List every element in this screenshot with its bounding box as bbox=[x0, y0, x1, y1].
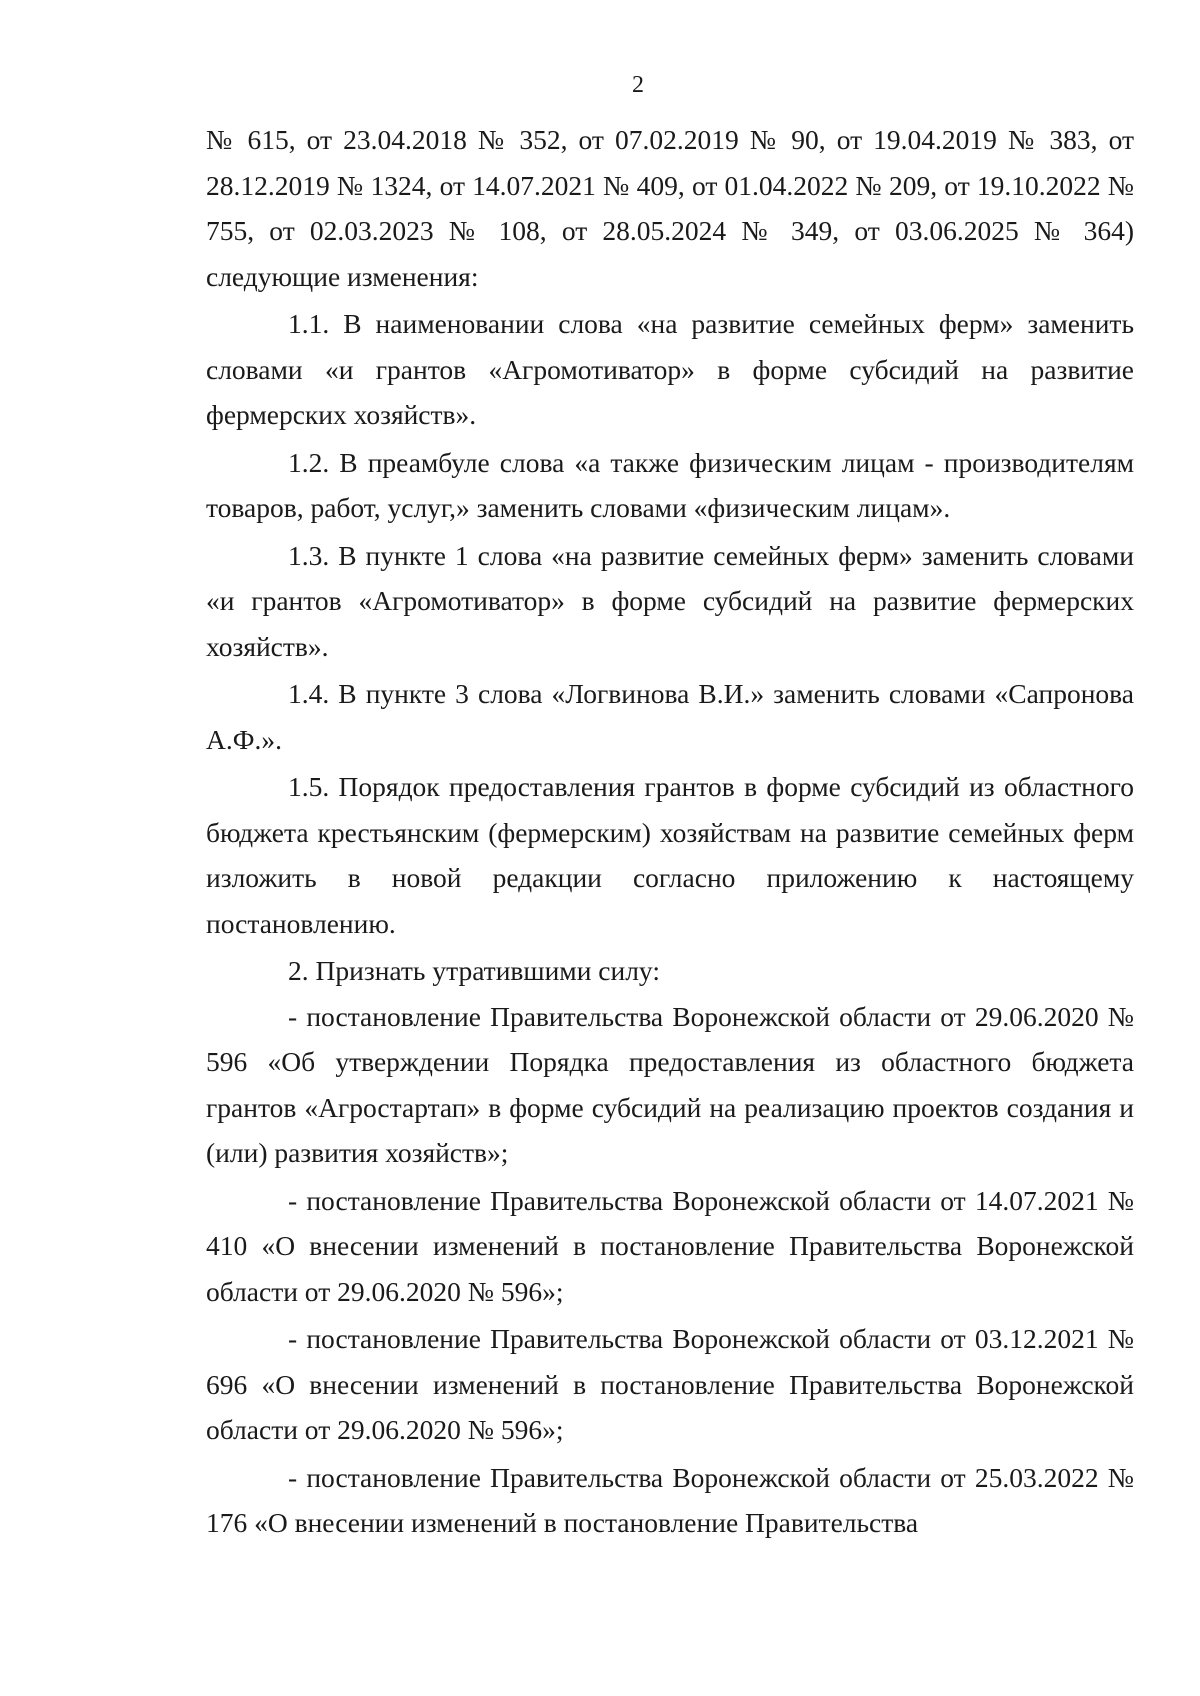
paragraph-1-5: 1.5. Порядок предоставления грантов в форме субсидий из областного бюджета крестьянским (фермерским) хозяйствам на развитие семейных ферм изложить в новой редакции согласно приложению к настоящему постановлению. bbox=[206, 771, 1134, 939]
document-body bbox=[206, 117, 1134, 1546]
paragraph-2-item-3: - постановление Правительства Воронежской области от 03.12.2021 № 696 «О внесении изменений в постановление Правительства Воронежской области от 29.06.2020 № 596»; bbox=[206, 1323, 1134, 1445]
page-number: 2 bbox=[632, 72, 644, 98]
paragraph-1-1: 1.1. В наименовании слова «на развитие семейных ферм» заменить словами «и грантов «Агромотиватор» в форме субсидий на развитие фермерских хозяйств». bbox=[206, 308, 1134, 430]
paragraph-2-item-1: - постановление Правительства Воронежской области от 29.06.2020 № 596 «Об утверждении Порядка предоставления из областного бюджета грантов «Агростартап» в форме субсидий на реализацию проектов создания и (или) развития хозяйств»; bbox=[206, 1000, 1134, 1168]
paragraph-1-2: 1.2. В преамбуле слова «а также физическим лицам - производителям товаров, работ, услуг,» заменить словами «физическим лицам». bbox=[206, 446, 1134, 523]
paragraph-2-item-4: - постановление Правительства Воронежской области от 25.03.2022 № 176 «О внесении изменений в постановление Правительства bbox=[206, 1461, 1134, 1538]
paragraph-1-4: 1.4. В пункте 3 слова «Логвинова В.И.» заменить словами «Сапронова А.Ф.». bbox=[206, 678, 1134, 755]
paragraph-2-item-2: - постановление Правительства Воронежской области от 14.07.2021 № 410 «О внесении изменений в постановление Правительства Воронежской области от 29.06.2020 № 596»; bbox=[206, 1184, 1134, 1307]
paragraph-1-3: 1.3. В пункте 1 слова «на развитие семейных ферм» заменить словами «и грантов «Агромотиватор» в форме субсидий на развитие фермерских хозяйств». bbox=[206, 539, 1134, 662]
paragraph-amendment-list: № 615, от 23.04.2018 № 352, от 07.02.2019 № 90, от 19.04.2019 № 383, от 28.12.2019 № 1324, от 14.07.2021 № 409, от 01.04.2022 № 209, от 19.10.2022 № 755, от 02.03.2023 № 108, от 28.05.2024 № 349, от 03.06.2025 № 364) следующие изменения: bbox=[206, 124, 1134, 292]
paragraph-2: 2. Признать утратившими силу: bbox=[288, 955, 660, 986]
